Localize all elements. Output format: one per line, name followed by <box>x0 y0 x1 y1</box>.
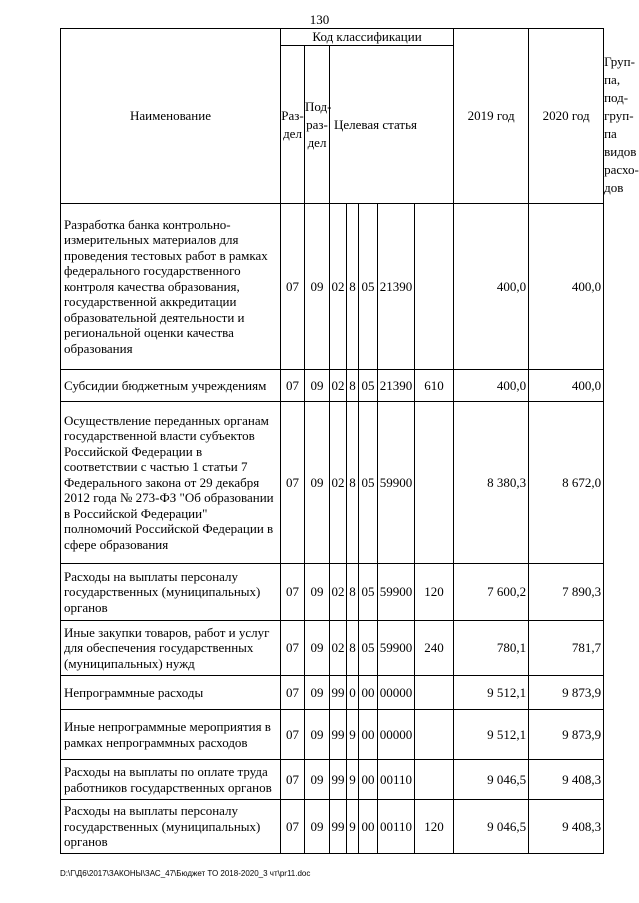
row-target-program: 99 <box>330 710 347 760</box>
row-target-subprogram: 9 <box>347 710 359 760</box>
row-target-main-event: 05 <box>359 204 378 370</box>
row-target-program: 99 <box>330 760 347 800</box>
table-row <box>61 621 604 676</box>
row-target-main-event: 00 <box>359 760 378 800</box>
table-row <box>61 564 604 621</box>
row-amount-2019: 8 380,3 <box>454 402 529 564</box>
row-target-direction: 00110 <box>378 760 415 800</box>
row-target-direction: 00000 <box>378 676 415 710</box>
row-name: Непрограммные расходы <box>61 676 281 710</box>
row-section: 07 <box>281 800 305 854</box>
header-name: Наименование <box>61 29 281 204</box>
table-row <box>61 760 604 800</box>
row-subsection: 09 <box>305 370 330 402</box>
table-row <box>61 710 604 760</box>
row-section: 07 <box>281 204 305 370</box>
row-expense-group: 120 <box>415 800 454 854</box>
row-amount-2020: 9 408,3 <box>529 760 604 800</box>
row-target-main-event: 00 <box>359 676 378 710</box>
row-name: Иные непрограммные мероприятия в рамках непрограммных расходов <box>61 710 281 760</box>
row-expense-group: 610 <box>415 370 454 402</box>
header-code-group: Код классификации <box>281 29 454 46</box>
row-expense-group: 240 <box>415 621 454 676</box>
row-section: 07 <box>281 402 305 564</box>
row-amount-2019: 400,0 <box>454 204 529 370</box>
row-name: Осуществление переданных органам государственной власти субъектов Российской Федерации в соответствии с частью 1 статьи 7 Федерального закона от 29 декабря 2012 года № 273-ФЗ "Об образовании в Российской Федерации" полномочий Российской Федерации в сфере образования <box>61 402 281 564</box>
row-subsection: 09 <box>305 800 330 854</box>
row-target-subprogram: 8 <box>347 564 359 621</box>
row-target-program: 99 <box>330 800 347 854</box>
row-expense-group <box>415 204 454 370</box>
header-year-2019: 2019 год <box>454 29 529 204</box>
row-section: 07 <box>281 676 305 710</box>
row-subsection: 09 <box>305 710 330 760</box>
row-expense-group <box>415 760 454 800</box>
row-target-direction: 21390 <box>378 370 415 402</box>
row-target-subprogram: 8 <box>347 204 359 370</box>
row-target-subprogram: 9 <box>347 800 359 854</box>
row-name: Разработка банка контрольно-измерительных материалов для проведения тестовых работ в рамках федерального государственного контроля качества образования, государственной аккредитации образовательной деятельности и региональной оценки качества образования <box>61 204 281 370</box>
row-name: Расходы на выплаты по оплате труда работников государственных органов <box>61 760 281 800</box>
row-amount-2020: 9 873,9 <box>529 710 604 760</box>
row-target-program: 99 <box>330 676 347 710</box>
row-amount-2019: 9 512,1 <box>454 676 529 710</box>
row-amount-2020: 8 672,0 <box>529 402 604 564</box>
row-section: 07 <box>281 760 305 800</box>
table-row <box>61 370 604 402</box>
row-amount-2019: 9 046,5 <box>454 800 529 854</box>
row-target-direction: 00110 <box>378 800 415 854</box>
file-path-footer: D:\Г\Д6\2017\ЗАКОНЫ\ЗАС_47\Бюджет ТО 2018-2020_3 чт\pr11.doc <box>60 869 311 878</box>
row-target-main-event: 05 <box>359 564 378 621</box>
header-target-item: Целевая статья <box>330 46 415 204</box>
row-target-direction: 59900 <box>378 402 415 564</box>
row-subsection: 09 <box>305 621 330 676</box>
row-target-program: 02 <box>330 564 347 621</box>
row-target-subprogram: 9 <box>347 760 359 800</box>
row-amount-2019: 7 600,2 <box>454 564 529 621</box>
header-subsection: Под- раз- дел <box>305 46 330 204</box>
header-year-2020: 2020 год <box>529 29 604 204</box>
row-amount-2020: 9 873,9 <box>529 676 604 710</box>
header-row-top <box>61 29 604 46</box>
row-target-main-event: 05 <box>359 370 378 402</box>
row-amount-2019: 400,0 <box>454 370 529 402</box>
row-name: Субсидии бюджетным учреждениям <box>61 370 281 402</box>
row-target-program: 02 <box>330 402 347 564</box>
row-subsection: 09 <box>305 564 330 621</box>
row-amount-2020: 781,7 <box>529 621 604 676</box>
row-target-program: 02 <box>330 204 347 370</box>
row-section: 07 <box>281 564 305 621</box>
row-expense-group: 120 <box>415 564 454 621</box>
row-target-subprogram: 8 <box>347 370 359 402</box>
row-target-main-event: 05 <box>359 402 378 564</box>
row-amount-2019: 9 046,5 <box>454 760 529 800</box>
row-target-main-event: 00 <box>359 710 378 760</box>
row-target-direction: 00000 <box>378 710 415 760</box>
row-target-program: 02 <box>330 621 347 676</box>
row-target-direction: 59900 <box>378 621 415 676</box>
row-section: 07 <box>281 710 305 760</box>
row-target-main-event: 05 <box>359 621 378 676</box>
row-subsection: 09 <box>305 402 330 564</box>
row-target-subprogram: 8 <box>347 402 359 564</box>
row-expense-group <box>415 402 454 564</box>
table-row <box>61 204 604 370</box>
row-name: Расходы на выплаты персоналу государственных (муниципальных) органов <box>61 564 281 621</box>
row-amount-2019: 9 512,1 <box>454 710 529 760</box>
table-row <box>61 676 604 710</box>
row-amount-2020: 400,0 <box>529 204 604 370</box>
row-subsection: 09 <box>305 204 330 370</box>
row-expense-group <box>415 676 454 710</box>
row-target-subprogram: 8 <box>347 621 359 676</box>
row-target-direction: 21390 <box>378 204 415 370</box>
row-expense-group <box>415 710 454 760</box>
row-subsection: 09 <box>305 676 330 710</box>
row-amount-2020: 400,0 <box>529 370 604 402</box>
row-target-program: 02 <box>330 370 347 402</box>
row-section: 07 <box>281 370 305 402</box>
row-target-main-event: 00 <box>359 800 378 854</box>
header-row-sub: Раз- дел Под- раз- дел Целевая статья Груп- па, под- груп- па видов расхо- дов <box>61 46 604 204</box>
row-amount-2020: 9 408,3 <box>529 800 604 854</box>
row-amount-2019: 780,1 <box>454 621 529 676</box>
page-number: 130 <box>309 12 330 27</box>
row-target-subprogram: 0 <box>347 676 359 710</box>
table-row <box>61 800 604 854</box>
row-subsection: 09 <box>305 760 330 800</box>
row-name: Расходы на выплаты персоналу государственных (муниципальных) органов <box>61 800 281 854</box>
row-amount-2020: 7 890,3 <box>529 564 604 621</box>
header-section: Раз- дел <box>281 46 305 204</box>
table-row <box>61 402 604 564</box>
row-section: 07 <box>281 621 305 676</box>
row-target-direction: 59900 <box>378 564 415 621</box>
table-body <box>61 204 604 854</box>
budget-table <box>60 28 639 854</box>
row-name: Иные закупки товаров, работ и услуг для обеспечения государственных (муниципальных) нужд <box>61 621 281 676</box>
